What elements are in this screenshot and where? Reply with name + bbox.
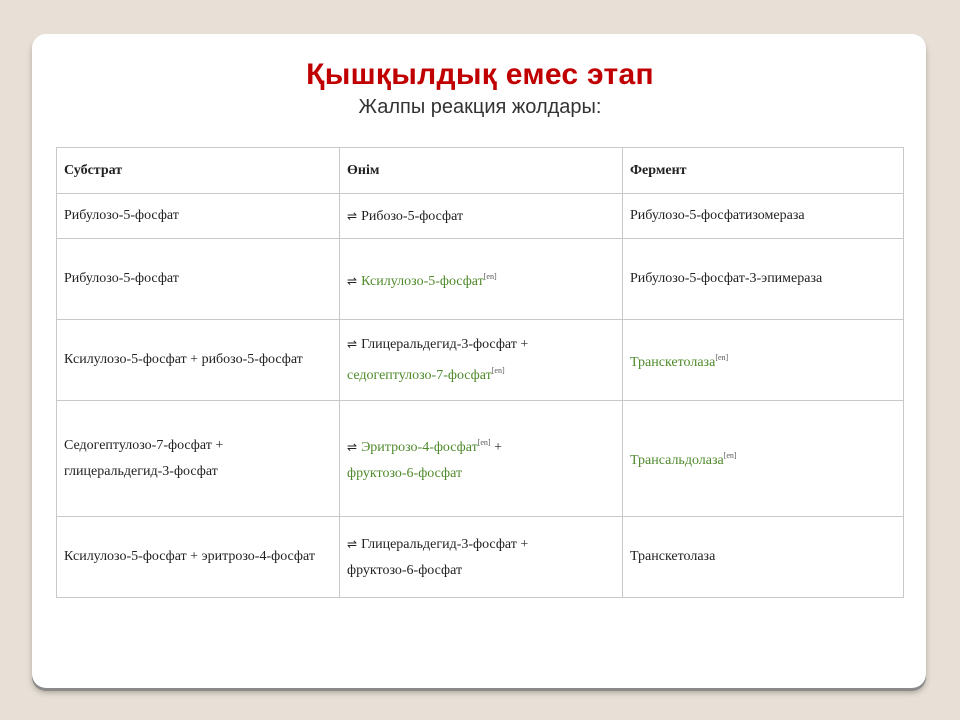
product-link[interactable]: седогептулозо-7-фосфат — [347, 368, 492, 383]
header-enzyme: Фермент — [623, 148, 904, 194]
product-text: Глицеральдегид-3-фосфат + — [361, 536, 529, 552]
table-row — [57, 320, 904, 401]
product-cell — [340, 320, 623, 401]
product-text: Рибозо-5-фосфат — [361, 208, 464, 224]
equilibrium-icon: ⇌ — [347, 440, 358, 454]
en-link[interactable]: [en] — [483, 271, 497, 281]
en-link[interactable]: [en] — [477, 438, 491, 447]
en-link[interactable]: [en] — [723, 451, 737, 460]
substrate-cell: Ксилулозо-5-фосфат + рибозо-5-фосфат — [57, 320, 340, 401]
product-link[interactable]: Ксилулозо-5-фосфат — [361, 273, 484, 289]
table-row — [57, 239, 904, 320]
equilibrium-icon: ⇌ — [347, 273, 358, 288]
reaction-table — [56, 147, 904, 598]
product-cell — [340, 194, 623, 239]
enzyme-cell: Транскетолаза — [623, 517, 904, 598]
enzyme-cell: Рибулозо-5-фосфат-3-эпимераза — [623, 239, 904, 320]
product-text: фруктозо-6-фосфат — [347, 562, 463, 578]
equilibrium-icon: ⇌ — [347, 208, 358, 223]
en-link[interactable]: [en] — [491, 366, 505, 375]
page-subtitle: Жалпы реакция жолдары: — [358, 96, 602, 118]
equilibrium-icon: ⇌ — [347, 337, 358, 351]
product-cell — [340, 239, 623, 320]
enzyme-link[interactable]: Транскетолаза — [630, 354, 716, 370]
page-title: Қышқылдық емес этап — [306, 58, 654, 91]
equilibrium-icon: ⇌ — [347, 536, 358, 551]
substrate-cell: Рибулозо-5-фосфат — [57, 239, 340, 320]
product-cell — [340, 517, 623, 598]
plus-text: + — [490, 440, 503, 455]
enzyme-link[interactable]: Трансальдолаза — [630, 453, 724, 468]
substrate-cell: Седогептулозо-7-фосфат + глицеральдегид-3-фосфат — [57, 401, 340, 517]
table-row — [57, 517, 904, 598]
enzyme-cell: Рибулозо-5-фосфатизомераза — [623, 194, 904, 239]
product-text: Глицеральдегид-3-фосфат + — [361, 337, 529, 352]
table-header-row — [57, 148, 904, 194]
product-cell — [340, 401, 623, 517]
en-link[interactable]: [en] — [715, 352, 729, 362]
enzyme-cell — [623, 320, 904, 401]
product-link[interactable]: Эритрозо-4-фосфат — [361, 440, 478, 455]
substrate-cell: Рибулозо-5-фосфат — [57, 194, 340, 239]
header-product: Өнім — [340, 148, 623, 194]
slide — [32, 34, 926, 688]
substrate-cell: Ксилулозо-5-фосфат + эритрозо-4-фосфат — [57, 517, 340, 598]
table-row — [57, 401, 904, 517]
header-substrate: Субстрат — [57, 148, 340, 194]
table-row — [57, 194, 904, 239]
product-link[interactable]: фруктозо-6-фосфат — [347, 466, 463, 481]
enzyme-cell — [623, 401, 904, 517]
